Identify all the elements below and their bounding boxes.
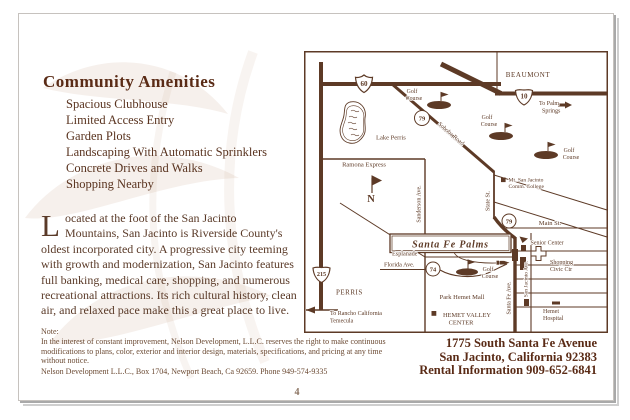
amenity-item: Spacious Clubhouse (66, 97, 168, 111)
svg-text:To Rancho California: To Rancho California (330, 311, 382, 317)
area-map (304, 51, 608, 333)
page-title: Community Amenities (43, 72, 216, 91)
i10-shield (516, 90, 533, 105)
pointing-hand-icon (497, 261, 510, 265)
svg-text:79: 79 (505, 218, 513, 226)
svg-text:Hemet: Hemet (543, 309, 559, 315)
svg-text:Lake Perris: Lake Perris (376, 134, 406, 142)
svg-text:To Palm: To Palm (539, 101, 560, 107)
amenity-item: Shopping Nearby (66, 177, 154, 191)
note-contact: Nelson Development L.L.C., Box 1704, Newport Beach, Ca 92659. Phone 949-574-9335 (41, 367, 328, 377)
route-74-marker (426, 262, 440, 276)
route-79-marker (502, 214, 516, 228)
address-line: San Jacinto, California 92383 (439, 349, 597, 364)
drop-cap: L (41, 208, 60, 243)
palm-springs-arrow (558, 102, 572, 109)
description-line: with growth and modernization, San Jacinto features (41, 257, 294, 272)
svg-text:60: 60 (360, 80, 368, 88)
svg-text:Course: Course (405, 95, 423, 102)
north-compass-icon (367, 176, 381, 205)
svg-text:Santa Fe Ave.: Santa Fe Ave. (506, 281, 513, 315)
description-line: oldest incorporated city. A progressive city teeming (41, 241, 288, 256)
amenity-item: Landscaping With Automatic Sprinklers (66, 145, 267, 159)
svg-text:79: 79 (418, 115, 426, 123)
amenity-item: Limited Access Entry (66, 113, 175, 127)
svg-text:Main St.: Main St. (538, 220, 562, 227)
svg-text:Course: Course (562, 154, 580, 161)
description-line: Mountains, San Jacinto is Riverside County's (64, 226, 283, 241)
description-line: recreational attractions. Its rich cultural history, clean (41, 287, 297, 302)
legal-note (41, 327, 395, 377)
address-line: 1775 South Santa Fe Avenue (445, 336, 597, 350)
lake-perris (340, 102, 365, 144)
svg-text:Florida Ave.: Florida Ave. (384, 261, 415, 269)
svg-text:Mt. San Jacinto: Mt. San Jacinto (508, 177, 544, 184)
route-79-marker (415, 111, 430, 126)
svg-text:Soboba Road: Soboba Road (436, 121, 465, 147)
rancho-arrow (306, 307, 315, 314)
page-card (18, 13, 614, 401)
note-body: In the interest of constant improvement, Nelson Development, L.L.C. reserves the right to make continuous modifications to plans, color, exterior and interior design, materials, specifications, and pricing at any time without notice. (41, 336, 386, 366)
svg-text:Hospital: Hospital (543, 316, 564, 322)
description-line: air, and relaxed pace make this a great place to live. (41, 303, 290, 318)
description-line: ocated at the foot of the San Jacinto (64, 211, 237, 225)
amenity-item: Garden Plots (66, 129, 131, 143)
svg-text:215: 215 (316, 271, 327, 278)
svg-text:Golf: Golf (406, 89, 418, 95)
svg-text:Ramona Express: Ramona Express (342, 161, 386, 169)
svg-text:Springs: Springs (542, 108, 561, 115)
address-block (419, 337, 597, 378)
address-line: Rental Information 909-652-6841 (419, 363, 597, 377)
senior-center-arrow (520, 237, 529, 244)
svg-text:PERRIS: PERRIS (336, 288, 363, 297)
building-markers (306, 102, 572, 316)
civic-center-building (531, 247, 546, 261)
description-paragraph (41, 208, 321, 319)
svg-text:N: N (367, 194, 375, 205)
svg-text:74: 74 (429, 266, 437, 274)
note-label: Note: (41, 327, 59, 336)
svg-text:San Jacinto Ave.: San Jacinto Ave. (523, 260, 530, 298)
svg-text:Senior Center: Senior Center (530, 240, 564, 247)
i215-shield (313, 267, 330, 282)
svg-text:Golf: Golf (563, 148, 575, 154)
svg-text:Esplanade: Esplanade (392, 250, 418, 258)
svg-text:Sanderson Ave.: Sanderson Ave. (416, 185, 423, 223)
svg-text:Shopping: Shopping (550, 260, 574, 266)
svg-text:Course: Course (481, 273, 499, 280)
svg-text:HEMET VALLEY: HEMET VALLEY (442, 312, 492, 319)
svg-text:Santa Fe Palms: Santa Fe Palms (412, 239, 489, 251)
page-number: 4 (294, 387, 300, 398)
road-top-diagonal (441, 64, 501, 94)
svg-text:BEAUMONT: BEAUMONT (505, 71, 551, 79)
svg-text:Temecula: Temecula (330, 318, 354, 325)
us60-shield (356, 75, 373, 93)
amenity-item: Concrete Drives and Walks (66, 161, 203, 175)
svg-text:Golf: Golf (482, 267, 494, 273)
amenities-list (66, 96, 267, 192)
svg-text:State St.: State St. (485, 190, 492, 212)
svg-text:Comm. College: Comm. College (508, 184, 544, 190)
description-line: full banking, medical care, shopping, and numerous (41, 272, 290, 287)
svg-text:CENTER: CENTER (448, 319, 474, 327)
svg-text:10: 10 (520, 92, 528, 101)
svg-text:Golf: Golf (481, 115, 493, 121)
svg-text:Park Hemet Mall: Park Hemet Mall (439, 294, 485, 301)
svg-text:Course: Course (480, 121, 498, 128)
svg-text:Civic Ctr: Civic Ctr (550, 267, 573, 273)
